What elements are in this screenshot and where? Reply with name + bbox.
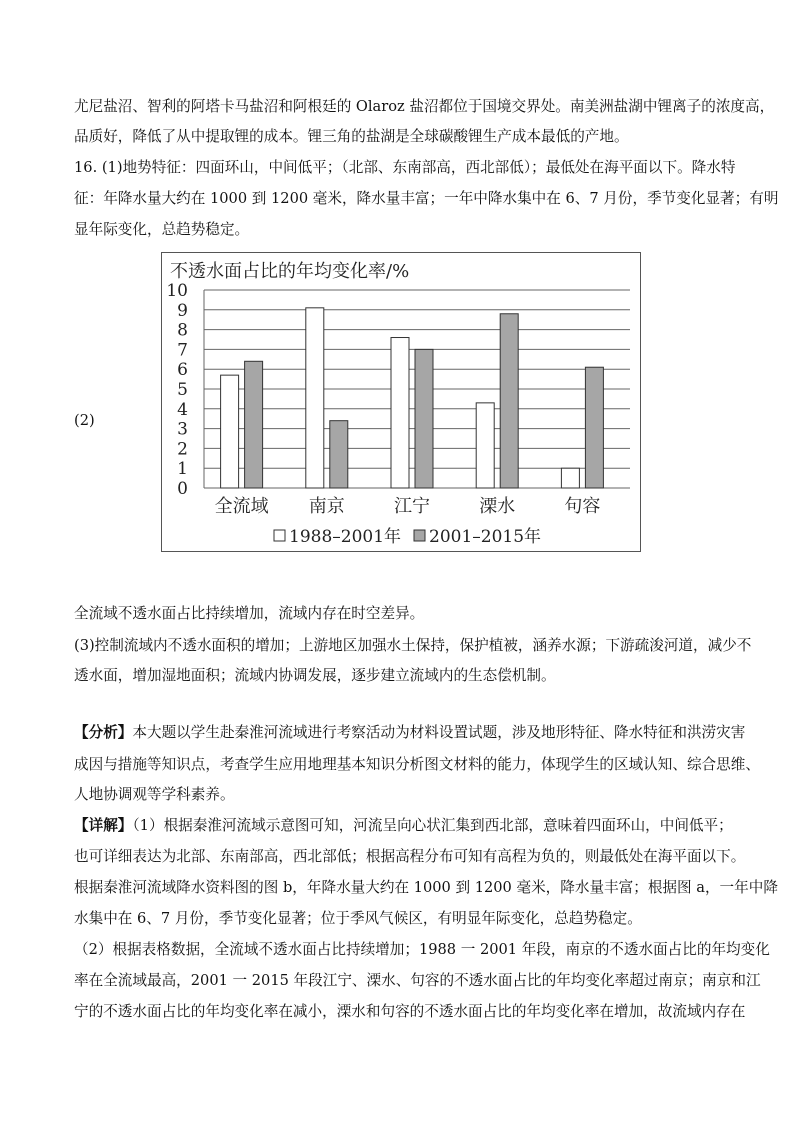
bar-chart <box>161 252 641 552</box>
detail-line: 也可详细表达为北部、东南部高，西北部低；根据高程分布可知有高程为负的，则最低处在海平面以下。 <box>74 848 746 865</box>
bar-series-2 <box>330 421 348 488</box>
y-tick-label: 3 <box>177 419 188 440</box>
bar-series-2 <box>585 367 603 488</box>
bar-series-1 <box>391 338 409 488</box>
x-tick-label: 句容 <box>564 496 601 517</box>
bar-series-2 <box>245 361 263 488</box>
paragraph-line: 显年际变化，总趋势稳定。 <box>74 221 250 238</box>
detail-line: 率在全流域最高，2001 一 2015 年段江宁、溧水、句容的不透水面占比的年均变化率超过南京；南京和江 <box>74 972 761 989</box>
part-2-label: (2) <box>74 412 95 429</box>
paragraph-line: 品质好，降低了从中提取锂的成本。锂三角的盐湖是全球碳酸锂生产成本最低的产地。 <box>74 128 629 145</box>
y-tick-label: 6 <box>177 360 188 381</box>
x-tick-label: 江宁 <box>394 496 430 517</box>
y-tick-label: 2 <box>177 439 188 460</box>
legend-label: 1988–2001年 <box>289 527 402 547</box>
detail-line: 根据秦淮河流域降水资料图的图 b，年降水量大约在 1000 到 1200 毫米，降水量丰富；根据图 a，一年中降 <box>74 879 778 896</box>
y-tick-label: 10 <box>166 281 188 301</box>
x-tick-label: 溧水 <box>479 496 516 517</box>
detail-line: 水集中在 6、7 月份，季节变化显著；位于季风气候区，有明显年际变化，总趋势稳定。 <box>74 910 642 927</box>
y-tick-label: 4 <box>177 399 188 420</box>
legend-label: 2001–2015年 <box>429 527 542 547</box>
analysis-label: 【分析】 <box>74 724 133 741</box>
detail-line: 宁的不透水面占比的年均变化率在减小，溧水和句容的不透水面占比的年均变化率在增加，故流域内存在 <box>74 1003 746 1020</box>
y-tick-label: 9 <box>177 300 188 321</box>
bar-series-2 <box>500 314 518 488</box>
y-tick-label: 0 <box>177 479 188 499</box>
paragraph-line: 尤尼盐沼、智利的阿塔卡马盐沼和阿根廷的 Olaroz 盐沼都位于国境交界处。南美洲盐湖中锂离子的浓度高， <box>74 98 775 115</box>
part-3-line: (3)控制流域内不透水面积的增加；上游地区加强水土保持，保护植被，涵养水源；下游疏浚河道，减少不 <box>74 637 752 654</box>
paragraph-line: 透水面，增加湿地面积；流域内协调发展，逐步建立流域内的生态偿机制。 <box>74 667 556 684</box>
legend-swatch <box>414 530 425 541</box>
analysis-text: 本大题以学生赴秦淮河流域进行考察活动为材料设置试题，涉及地形特征、降水特征和洪涝灾害 <box>132 724 746 741</box>
y-tick-label: 5 <box>177 380 188 400</box>
question-16-line: 16. (1)地势特征：四面环山，中间低平；（北部、东南部高，西北部低）；最低处在海平面以下。降水特 <box>74 159 736 176</box>
y-tick-label: 8 <box>177 320 188 341</box>
x-tick-label: 全流域 <box>214 496 269 517</box>
analysis-line: 人地协调观等学科素养。 <box>74 786 235 803</box>
detail-line <box>74 816 733 836</box>
analysis-line: 成因与措施等知识点，考查学生应用地理基本知识分析图文材料的能力，体现学生的区域认知、综合思维、 <box>74 756 760 773</box>
bar-series-2 <box>415 349 433 488</box>
paragraph-line: 征：年降水量大约在 1000 到 1200 毫米，降水量丰富；一年中降水集中在 6、7 月份，季节变化显著；有明 <box>74 190 779 207</box>
legend-swatch <box>274 530 285 541</box>
y-tick-label: 1 <box>177 459 188 480</box>
y-tick-label: 7 <box>177 340 188 361</box>
detail-text: （1）根据秦淮河流域示意图可知，河流呈向心状汇集到西北部，意味着四面环山，中间低平； <box>132 817 733 834</box>
bar-series-1 <box>221 375 239 488</box>
chart-title: 不透水面占比的年均变化率/% <box>170 261 410 282</box>
x-tick-label: 南京 <box>308 496 345 517</box>
bar-series-1 <box>476 403 494 488</box>
bar-series-1 <box>561 468 579 488</box>
bar-chart-svg <box>162 253 640 551</box>
paragraph-line: 全流域不透水面占比持续增加，流域内存在时空差异。 <box>74 605 425 622</box>
analysis-line <box>74 723 745 743</box>
detail-label: 【详解】 <box>74 817 133 834</box>
detail-line: （2）根据表格数据，全流域不透水面占比持续增加；1988 一 2001 年段，南京的不透水面占比的年均变化 <box>74 941 770 958</box>
bar-series-1 <box>306 308 324 488</box>
